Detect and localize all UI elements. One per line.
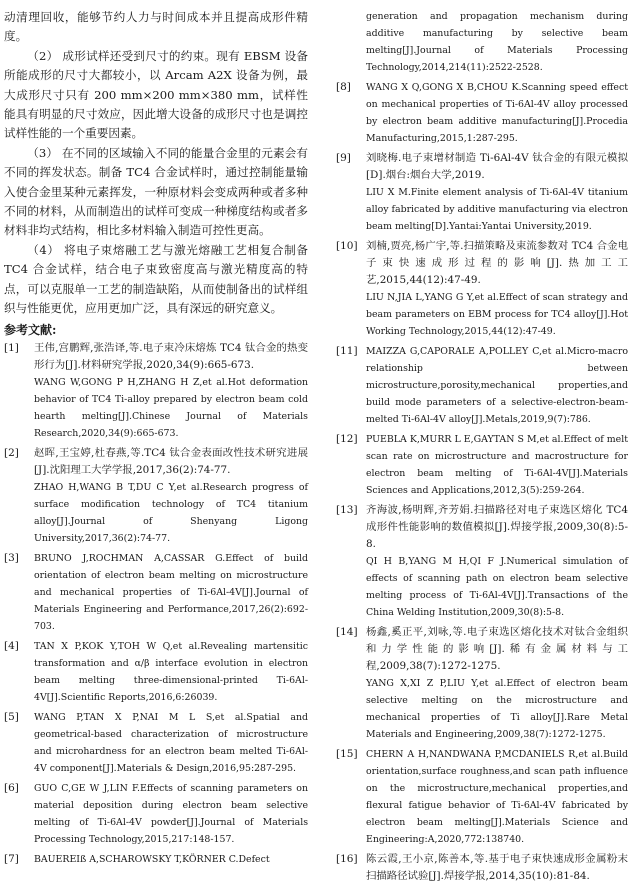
- paragraph-3: （3） 在不同的区域输入不同的能量合金里的元素会有不同的挥发状态。制备 TC4 合金试样时，通过控制能量输入使合金里某种元素挥发，一种原材料会变成两种或者多种不同的材料，从而制造出的试样可变成一种梯度结构或者多材料非均式结构，相比多材料输入制造可控性更高。: [4, 145, 308, 238]
- reference-item: [4, 550, 308, 635]
- reference-number: [11]: [336, 345, 358, 357]
- reference-number: [4]: [4, 639, 19, 652]
- reference-line: 刘楠,贾亮,杨广宇,等.扫描策略及束流参数对 TC4 合金电子束快速成形过程的影响[J].热加工工艺,2015,44(12):47-49.: [366, 240, 628, 286]
- reference-list-left: [4, 340, 308, 868]
- reference-item: [336, 851, 628, 885]
- reference-item: [4, 780, 308, 848]
- reference-line: CHERN A H,NANDWANA P,MCDANIELS R,et al.Build orientation,surface roughness,and scan path influence on the microstructure,mechanical properties,and flexural fatigue behavior of Ti-6Al-4V fabricated by electron beam melting[J].Materials Science and Engineering:A,2020,772:138740.: [366, 749, 628, 845]
- reference-number: [2]: [4, 446, 19, 459]
- reference-line: PUEBLA K,MURR L E,GAYTAN S M,et al.Effect of melt scan rate on microstructure and macrostructure for electron beam melting of Ti-6Al-4V[J].Materials Sciences and Applications,2012,3(5):259-264.: [366, 434, 628, 496]
- reference-line: LIU X M.Finite element analysis of Ti-6Al-4V titanium alloy fabricated by additive manufacturing via electron beam melting[D].Yantai:Yantai University,2019.: [366, 187, 628, 232]
- reference-line: 王伟,宫鹏辉,张浩译,等.电子束冷床熔炼 TC4 钛合金的热变形行为[J].材料研究学报,2020,34(9):665-673.: [34, 341, 308, 371]
- reference-number: [12]: [336, 433, 358, 445]
- reference-number: [3]: [4, 551, 19, 564]
- reference-line: WANG W,GONG P H,ZHANG H Z,et al.Hot deformation behavior of TC4 Ti-alloy prepared by electron beam cold hearth melting[J].Chinese Journal of Materials Research,2020,34(9):665-673.: [34, 376, 308, 439]
- reference-text: [366, 431, 628, 499]
- reference-item: [4, 709, 308, 777]
- reference-line: LIU N,JIA L,YANG G Y,et al.Effect of scan strategy and beam parameters on EBM process for TC4 alloy[J].Hot Working Technology,2015,44(12):47-49.: [366, 292, 628, 337]
- reference-number: [9]: [336, 152, 351, 164]
- reference-item: [336, 79, 628, 147]
- reference-number: [7]: [4, 852, 19, 865]
- reference-text: [34, 550, 308, 635]
- reference-item: [336, 343, 628, 428]
- reference-item: [336, 431, 628, 499]
- reference-line: QI H B,YANG M H,QI F J.Numerical simulation of effects of scanning path on electron beam selective melting process of Ti-6Al-4V[J].Transactions of the China Welding Institution,2009,30(8):5-8.: [366, 556, 628, 618]
- reference-text: [366, 851, 628, 885]
- reference-item: [4, 340, 308, 442]
- reference-line: YANG X,XI Z P,LIU Y,et al.Effect of electron beam selective melting on the microstructure and mechanical properties of Ti alloy[J].Rare Metal Materials and Engineering,2009,38(7):1272-1275.: [366, 678, 628, 740]
- paragraph-2: （2） 成形试样还受到尺寸的约束。现有 EBSM 设备所能成形的尺寸大都较小，以 Arcam A2X 设备为例，最大成形尺寸只有 200 mm×200 mm×380 mm，试样性能具有明显的尺寸效应，因此增大设备的成形尺寸也是调控试样性能的一个重要因素。: [4, 48, 308, 141]
- reference-item: [336, 624, 628, 743]
- reference-item: [4, 445, 308, 547]
- reference-number: [13]: [336, 504, 358, 516]
- reference-line: 刘晓梅.电子束增材制造 Ti-6Al-4V 钛合金的有限元模拟[D].烟台:烟台大学,2019.: [366, 152, 628, 181]
- left-column: [4, 8, 308, 871]
- reference-line: WANG X Q,GONG X B,CHOU K.Scanning speed effect on mechanical properties of Ti-6Al-4V alloy processed by electron beam additive manufacturing[J].Procedia Manufacturing,2015,1:287-295.: [366, 82, 628, 144]
- reference-text: [34, 709, 308, 777]
- reference-text: [34, 780, 308, 848]
- reference-number: [8]: [336, 81, 351, 93]
- paragraph-4: （4） 将电子束熔融工艺与激光熔融工艺相复合制备 TC4 合金试样，结合电子束致密度高与激光精度高的特点，可以克服单一工艺的制造缺陷，从而使制备出的试样组织与性能更优，应用更加广泛，具有深远的研究意义。: [4, 242, 308, 316]
- reference-number: [6]: [4, 781, 19, 794]
- reference-list-right: [336, 79, 628, 885]
- reference-text: [34, 851, 308, 868]
- references-heading: 参考文献:: [4, 322, 57, 337]
- reference-text: [366, 238, 628, 340]
- reference-number: [1]: [4, 341, 19, 354]
- reference-text: [366, 624, 628, 743]
- reference-line: ZHAO H,WANG B T,DU C Y,et al.Research progress of surface modification technology of TC4 titanium alloy[J].Journal of Shenyang Ligong University,2017,36(2):74-77.: [34, 481, 308, 544]
- reference-number: [15]: [336, 748, 358, 760]
- reference-item: [336, 238, 628, 340]
- reference-number: [10]: [336, 240, 358, 252]
- reference-text: [366, 150, 628, 235]
- paragraph-1: 动清理回收，能够节约人力与时间成本并且提高成形件精度。: [4, 10, 308, 44]
- reference-line: MAIZZA G,CAPORALE A,POLLEY C,et al.Micro-macro relationship between microstructure,porosity,mechanical properties,and build mode parameters of a selective-electron-beam-melted Ti-6Al-4V alloy[J].Metals,2019,9(7):786.: [366, 346, 628, 425]
- reference-text: [366, 79, 628, 147]
- reference-number: [16]: [336, 853, 358, 865]
- reference-text: [366, 343, 628, 428]
- reference-item: [336, 150, 628, 235]
- right-column: [336, 8, 628, 888]
- reference-text: [366, 502, 628, 621]
- reference-line: BRUNO J,ROCHMAN A,CASSAR G.Effect of build orientation of electron beam melting on microstructure and mechanical properties of Ti-6Al-4V[J].Journal of Materials Engineering and Performance,2017,26(2):692-703.: [34, 552, 308, 632]
- reference-text: [34, 340, 308, 442]
- reference-7-continuation: generation and propagation mechanism during additive manufacturing by selective beam melting[J].Journal of Materials Processing Technology,2014,214(11):2522-2528.: [366, 11, 628, 73]
- reference-line: GUO C,GE W J,LIN F.Effects of scanning parameters on material deposition during electron beam selective melting of Ti-6Al-4V powder[J].Journal of Materials Processing Technology,2015,217:148-157.: [34, 782, 308, 845]
- reference-line: 杨鑫,奚正平,刘咏,等.电子束选区熔化技术对钛合金组织和力学性能的影响[J].稀有金属材料与工程,2009,38(7):1272-1275.: [366, 626, 628, 672]
- reference-item: [4, 851, 308, 868]
- reference-text: [366, 746, 628, 848]
- reference-line: BAUEREIß A,SCHAROWSKY T,KÖRNER C.Defect: [34, 853, 270, 865]
- reference-item: [336, 502, 628, 621]
- reference-text: [34, 445, 308, 547]
- reference-line: 赵晖,王宝婷,杜春燕,等.TC4 钛合金表面改性技术研究进展[J].沈阳理工大学学报,2017,36(2):74-77.: [34, 446, 308, 476]
- reference-number: [5]: [4, 710, 19, 723]
- reference-line: 齐海波,杨明辉,齐芳娟.扫描路径对电子束选区熔化 TC4 成形件性能影响的数值模拟[J].焊接学报,2009,30(8):5-8.: [366, 504, 628, 550]
- reference-line: WANG P,TAN X P,NAI M L S,et al.Spatial and geometrical-based characterization of microstructure and microhardness for an electron beam melted Ti-6Al-4V component[J].Materials & Design,2016,95:287-295.: [34, 711, 308, 774]
- reference-item: [336, 746, 628, 848]
- reference-line: TAN X P,KOK Y,TOH W Q,et al.Revealing martensitic transformation and α/β interface evolution in electron beam melting three-dimensional-printed Ti-6Al-4V[J].Scientific Reports,2016,6:26039.: [34, 640, 308, 703]
- reference-text: [34, 638, 308, 706]
- reference-line: 陈云霞,王小京,陈善本,等.基于电子束快速成形金属粉末扫描路径试验[J].焊接学报,2014,35(10):81-84.: [366, 853, 628, 882]
- reference-item: [4, 638, 308, 706]
- reference-number: [14]: [336, 626, 358, 638]
